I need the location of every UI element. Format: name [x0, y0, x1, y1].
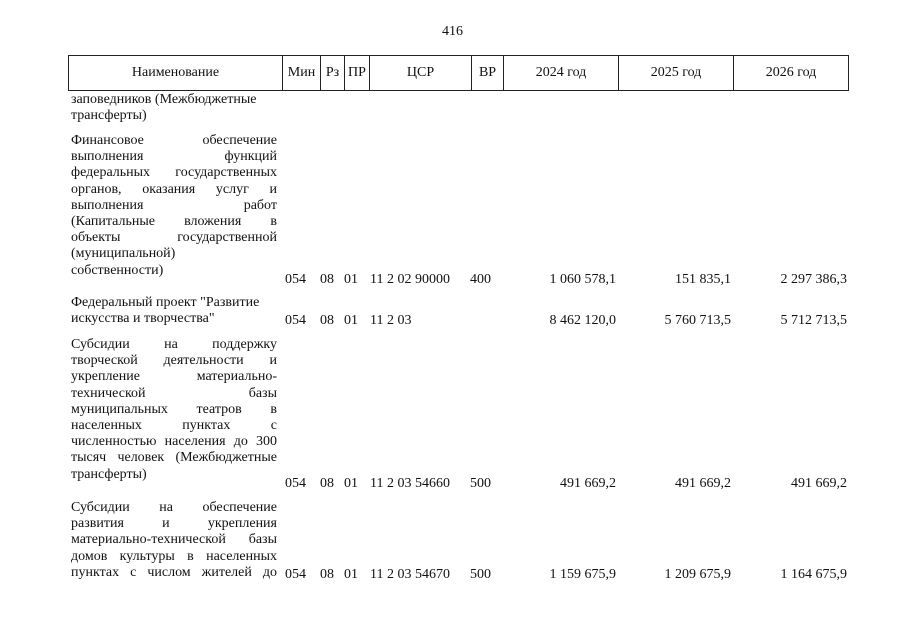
column-header-2025: 2025 год: [650, 65, 702, 80]
row-vr: 500: [470, 476, 491, 491]
row-2026: 1 164 675,9: [780, 567, 847, 582]
row-pr: 01: [344, 313, 358, 328]
row-2025: 5 760 713,5: [664, 313, 731, 328]
row-2024: 8 462 120,0: [549, 313, 616, 328]
row-vr: 400: [470, 272, 491, 287]
row-pr: 01: [344, 567, 358, 582]
row-rz: 08: [320, 313, 334, 328]
column-header-vr: ВР: [478, 65, 497, 80]
row-csr: 11 2 03 54670: [370, 567, 450, 582]
row-2024: 491 669,2: [560, 476, 616, 491]
row-name: Финансовое обеспечение выполнения функций федеральных государственных органов, оказания услуг и выполнения работ (Капитальные вложения в объекты государственной (муниципальной) собственности): [71, 133, 277, 278]
row-name: заповедников (Межбюджетные трансферты): [71, 92, 257, 124]
row-csr: 11 2 03 54660: [370, 476, 450, 491]
column-header-pr: ПР: [348, 65, 366, 80]
row-min: 054: [285, 313, 306, 328]
row-min: 054: [285, 476, 306, 491]
row-2025: 491 669,2: [675, 476, 731, 491]
page-number: 416: [442, 24, 463, 39]
row-2024: 1 159 675,9: [549, 567, 616, 582]
row-2025: 1 209 675,9: [664, 567, 731, 582]
row-rz: 08: [320, 567, 334, 582]
row-2026: 5 712 713,5: [780, 313, 847, 328]
row-2024: 1 060 578,1: [549, 272, 616, 287]
row-pr: 01: [344, 476, 358, 491]
column-header-2024: 2024 год: [535, 65, 587, 80]
row-pr: 01: [344, 272, 358, 287]
row-csr: 11 2 02 90000: [370, 272, 450, 287]
row-min: 054: [285, 567, 306, 582]
column-header-min: Мин: [287, 65, 316, 80]
row-rz: 08: [320, 272, 334, 287]
row-min: 054: [285, 272, 306, 287]
row-rz: 08: [320, 476, 334, 491]
table-header: [68, 55, 849, 91]
column-header-csr: ЦСР: [406, 65, 435, 80]
row-vr: 500: [470, 567, 491, 582]
column-header-name: Наименование: [131, 65, 220, 80]
row-csr: 11 2 03: [370, 313, 412, 328]
row-name: Субсидии на обеспечение развития и укрепления материально-технической базы домов культуры в населенных пунктах с числом жителей до: [71, 500, 277, 580]
row-name: Субсидии на поддержку творческой деятельности и укрепление материально- технической базы муниципальных театров в населенных пунктах с численностью населения до 300 тысяч человек (Межбюджетные трансферты): [71, 337, 277, 482]
row-2025: 151 835,1: [675, 272, 731, 287]
row-2026: 2 297 386,3: [780, 272, 847, 287]
row-name: Федеральный проект "Развитие искусства и творчества": [71, 295, 260, 327]
column-header-2026: 2026 год: [765, 65, 817, 80]
row-2026: 491 669,2: [791, 476, 847, 491]
column-header-rz: Рз: [325, 65, 340, 80]
